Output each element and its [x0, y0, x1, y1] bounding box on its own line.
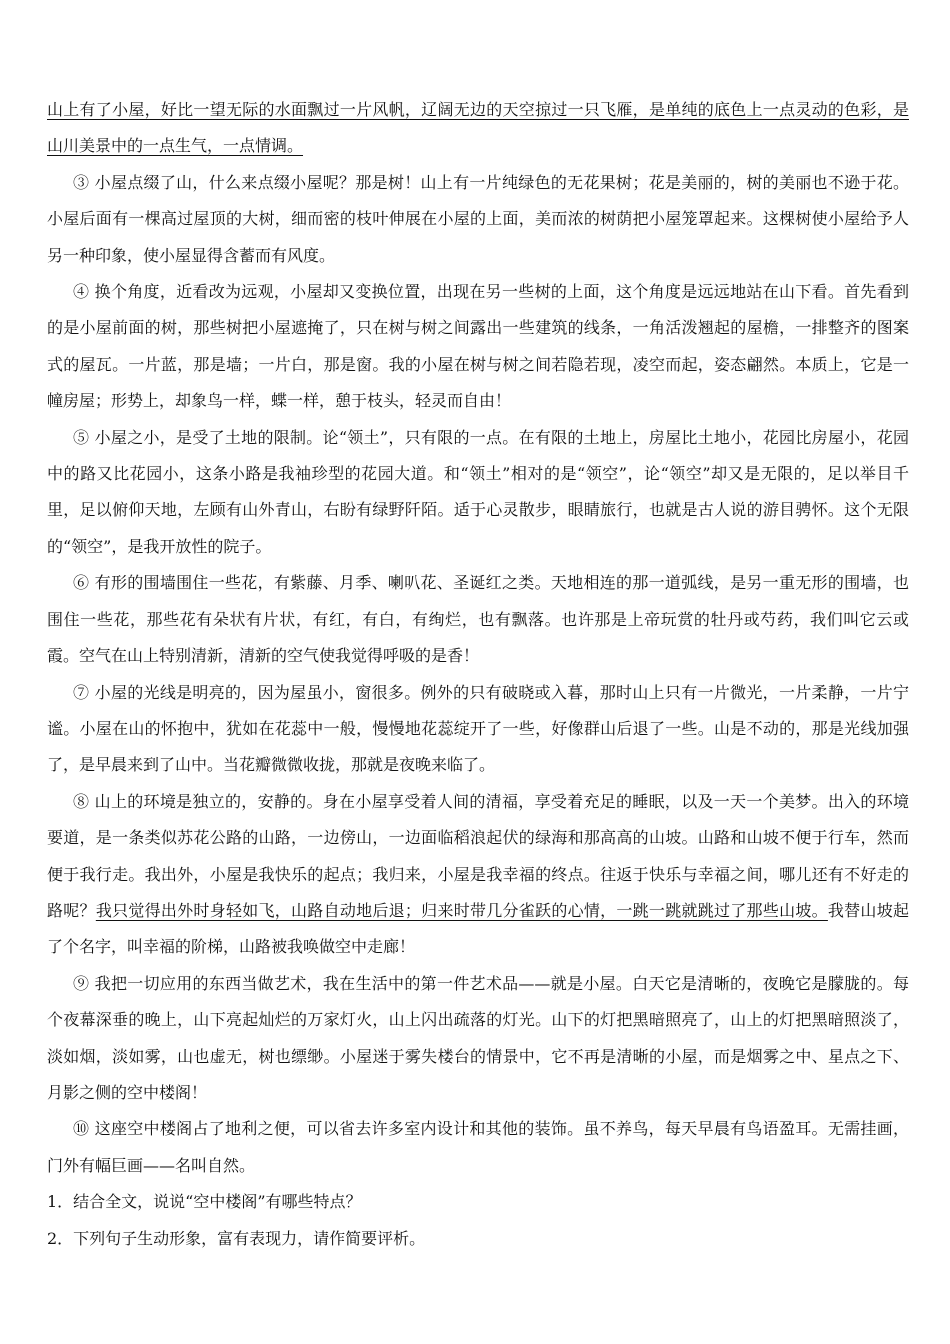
document-page — [0, 92, 950, 1257]
paragraph-8-tail: 我替山坡起了个名字，叫幸福的阶梯，山路被我唤做空中走廊！ — [47, 900, 909, 957]
paragraph-8-text: ⑧ 山上的环境是独立的，安静的。身在小屋享受着人间的清福，享受着充足的睡眠，以及一天一个美梦。出入的环境要道，是一条类似苏花公路的山路，一边傍山，一边面临稻浪起伏的绿海和那高高的山坡。山路和山坡不便于行车，然而便于我行走。我出外，小屋是我快乐的起点；我归来，小屋是我幸福的终点。往返于快乐与幸福之间，哪儿还有不好走的路呢？ — [47, 791, 909, 920]
paragraph-5: ⑤ 小屋之小，是受了土地的限制。论“领土”，只有限的一点。在有限的土地上，房屋比土地小，花园比房屋小，花园中的路又比花园小，这条小路是我袖珍型的花园大道。和“领土”相对的是“领空”，论“领空”却又是无限的，足以举目千里，足以俯仰天地，左顾有山外青山，右盼有绿野阡陌。适于心灵散步，眼睛旅行，也就是古人说的游目骋怀。这个无限的“领空”，是我开放性的院子。 — [47, 427, 909, 556]
underlined-sentence: 山上有了小屋，好比一望无际的水面飘过一片风帆，辽阔无边的天空掠过一只飞雁，是单纯的底色上一点灵动的色彩，是山川美景中的一点生气，一点情调。 — [47, 100, 909, 156]
paragraph-7: ⑦ 小屋的光线是明亮的，因为屋虽小，窗很多。例外的只有破晓或入暮，那时山上只有一片微光，一片柔静，一片宁谧。小屋在山的怀抱中，犹如在花蕊中一般，慢慢地花蕊绽开了一些，好像群山后退了一些。山是不动的，那是光线加强了，是早晨来到了山中。当花瓣微微收拢，那就是夜晚来临了。 — [47, 682, 909, 775]
underlined-sentence: 我只觉得出外时身轻如飞，山路自动地后退；归来时带几分雀跃的心情，一跳一跳就跳过了那些山坡。 — [95, 900, 828, 920]
paragraph-3: ③ 小屋点缀了山，什么来点缀小屋呢？那是树！山上有一片纯绿色的无花果树；花是美丽的，树的美丽也不逊于花。小屋后面有一棵高过屋顶的大树，细而密的枝叶伸展在小屋的上面，美而浓的树荫把小屋笼罩起来。这棵树使小屋给予人另一种印象，使小屋显得含蓄而有风度。 — [47, 172, 909, 265]
paragraph-10: ⑩ 这座空中楼阁占了地利之便，可以省去许多室内设计和其他的装饰。虽不养鸟，每天早晨有鸟语盈耳。无需挂画，门外有幅巨画——名叫自然。 — [47, 1119, 909, 1175]
paragraph-continued — [0, 92, 909, 165]
paragraph-9: ⑨ 我把一切应用的东西当做艺术，我在生活中的第一件艺术品——就是小屋。白天它是清晰的，夜晚它是朦胧的。每个夜幕深垂的晚上，山下亮起灿烂的万家灯火，山上闪出疏落的灯光。山下的灯把黑暗照亮了，山上的灯把黑暗照淡了，淡如烟，淡如雾，山也虚无，树也缥缈。小屋迷于雾失楼台的情景中，它不再是清晰的小屋，而是烟雾之中、星点之下、月影之侧的空中楼阁！ — [47, 973, 909, 1102]
paragraph-6: ⑥ 有形的围墙围住一些花，有紫藤、月季、喇叭花、圣诞红之类。天地相连的那一道弧线，是另一重无形的围墙，也围住一些花，那些花有朵状有片状，有红，有白，有绚烂，也有飘落。也许那是上帝玩赏的牡丹或芍药，我们叫它云或霞。空气在山上特别清新，清新的空气使我觉得呼吸的是香！ — [47, 573, 909, 666]
paragraph-8 — [0, 784, 909, 966]
question-2: 2．下列句子生动形象，富有表现力，请作简要评析。 — [47, 1228, 426, 1248]
paragraph-4: ④ 换个角度，近看改为远观，小屋却又变换位置，出现在另一些树的上面，这个角度是远远地站在山下看。首先看到的是小屋前面的树，那些树把小屋遮掩了，只在树与树之间露出一些建筑的线条，一角活泼翘起的屋檐，一排整齐的图案式的屋瓦。一片蓝，那是墙；一片白，那是窗。我的小屋在树与树之间若隐若现，凌空而起，姿态翩然。本质上，它是一幢房屋；形势上，却象鸟一样，蝶一样，憩于枝头，轻灵而自由！ — [47, 282, 909, 411]
question-1: 1．结合全文，说说“空中楼阁”有哪些特点？ — [47, 1192, 362, 1212]
